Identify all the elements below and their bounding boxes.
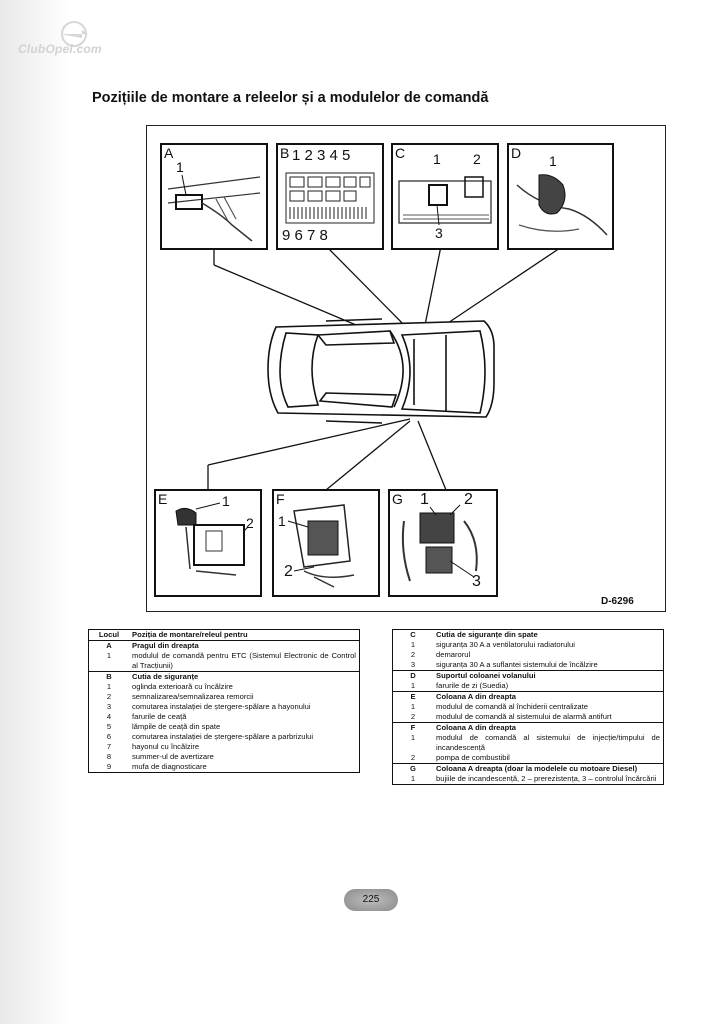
table-row: 2 modulul de comandă al sistemului de alarmă antifurt	[410, 712, 612, 721]
watermark-text: ClubOpel.com	[18, 42, 102, 56]
car-body	[268, 319, 494, 423]
table-row: D Suportul coloanei volanului	[393, 671, 664, 682]
header-locul: Locul	[89, 630, 130, 641]
box-d-callout-1: 1	[549, 153, 557, 169]
box-label-c: C	[395, 145, 406, 161]
detail-box-b	[276, 143, 384, 250]
box-f-callout-2: 2	[284, 563, 293, 580]
box-e-callout-2: 2	[246, 515, 254, 531]
box-label-a: A	[164, 145, 174, 161]
table-row: 1 bujiile de incandescență, 2 – prerezistența, 3 – controlul încărcării	[410, 774, 657, 783]
box-c-callout-3: 3	[435, 225, 443, 241]
table-row: 1 farurile de zi (Suedia)	[410, 681, 509, 690]
table-header-row	[89, 630, 360, 641]
box-label-b: B	[280, 145, 290, 161]
box-f-callout-1: 1	[278, 513, 286, 529]
box-a-callout-1: 1	[176, 159, 184, 175]
table-row: 8 summer-ul de avertizare	[106, 752, 214, 761]
box-label-g: G	[392, 491, 403, 507]
table-row: 6 comutarea instalației de ștergere-spălare a parbrizului	[106, 732, 314, 741]
box-b-callouts-bottom: 9 6 7 8	[282, 227, 328, 244]
page-number-badge: 225	[344, 889, 398, 911]
table-row: 2 demarorul	[410, 650, 471, 659]
detail-box-a	[160, 143, 268, 250]
table-row: B Cutia de siguranțe	[89, 672, 360, 683]
box-label-e: E	[158, 491, 168, 507]
table-row: 9 mufa de diagnosticare	[106, 762, 207, 771]
table-row: 5 lămpile de ceață din spate	[106, 722, 221, 731]
binding-edge-shadow	[0, 0, 72, 1024]
clubopel-watermark-logo	[16, 18, 126, 62]
figure-code: D-6296	[601, 596, 634, 607]
page-title: Pozițiile de montare a releelor și a modulelor de comandă	[92, 90, 489, 106]
box-c-callout-1: 1	[433, 151, 441, 167]
table-row: A Pragul din dreapta	[106, 641, 199, 650]
detail-box-d	[507, 143, 614, 250]
detail-box-e	[154, 489, 262, 597]
box-b-callouts-top: 1 2 3 4 5	[292, 147, 351, 164]
table-row: 1 modulul de comandă al închiderii centralizate	[410, 702, 588, 711]
box-e-callout-1: 1	[222, 493, 230, 509]
detail-box-f	[272, 489, 380, 597]
table-row: 3 comutarea instalației de ștergere-spălare a hayonului	[106, 702, 311, 711]
box-g-callout-2: 2	[464, 491, 473, 508]
table-row: 1 modulul de comandă al sistemului de injecție/timpului de incandescență	[410, 733, 660, 752]
legend-table-right	[392, 629, 664, 785]
table-row: 2 semnalizarea/semnalizarea remorcii	[106, 692, 254, 701]
box-label-f: F	[276, 491, 285, 507]
box-g-callout-1: 1	[420, 491, 429, 508]
table-row: C Cutia de siguranțe din spate	[410, 630, 538, 639]
table-row: G Coloana A dreapta (doar la modelele cu motoare Diesel)	[393, 764, 664, 775]
legend-table-left	[88, 629, 360, 773]
detail-box-g	[388, 489, 498, 597]
table-row: F Coloana A din dreapta	[393, 723, 664, 734]
box-g-callout-3: 3	[472, 573, 481, 590]
table-row: 4 farurile de ceață	[106, 712, 187, 721]
table-row: 1 oglinda exterioară cu încălzire	[106, 682, 233, 691]
table-row: 7 hayonul cu încălzire	[106, 742, 200, 751]
table-row: 1 siguranța 30 A a ventilatorului radiatorului	[410, 640, 575, 649]
detail-box-c	[391, 143, 499, 250]
table-row: 2 pompa de combustibil	[410, 753, 510, 762]
box-label-d: D	[511, 145, 522, 161]
table-row: 1 modulul de comandă pentru ETC (Sistemul Electronic de Control al Tracțiunii)	[106, 651, 356, 670]
table-row: 3 siguranța 30 A a suflantei sistemului de încălzire	[410, 660, 598, 669]
header-pozitia: Poziția de montare/releul pentru	[129, 630, 360, 641]
table-row: E Coloana A din dreapta	[393, 692, 664, 703]
box-c-callout-2: 2	[473, 151, 481, 167]
